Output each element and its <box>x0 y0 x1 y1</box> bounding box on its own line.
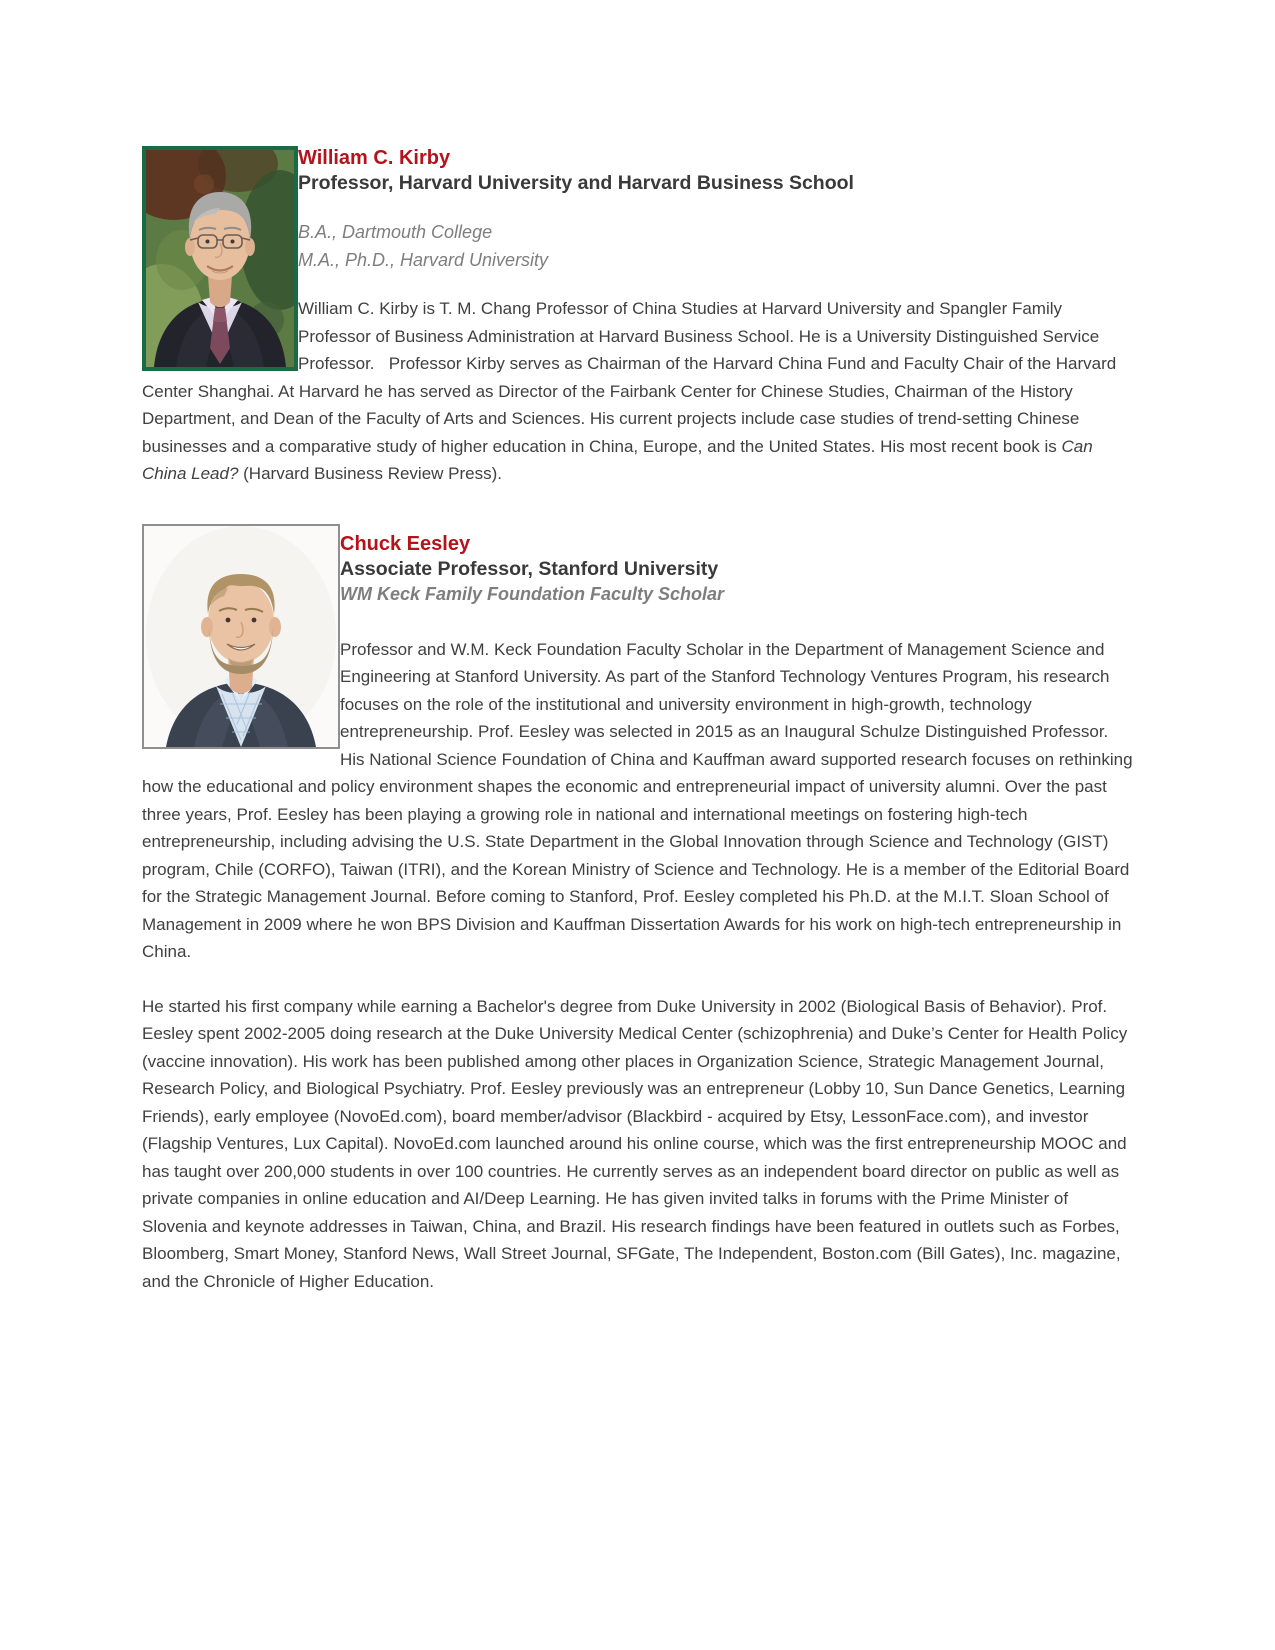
person-title-eesley: Associate Professor, Stanford University <box>340 557 719 580</box>
kirby-portrait-illustration <box>146 150 294 367</box>
person-title-kirby: Professor, Harvard University and Harvard Business School <box>298 172 854 194</box>
bio-text: (Harvard Business Review Press). <box>238 464 502 483</box>
eesley-scholar-title: WM Keck Family Foundation Faculty Scholar <box>340 583 725 604</box>
profile-section-kirby <box>142 146 1135 488</box>
degree-line: B.A., Dartmouth College <box>298 222 493 242</box>
eesley-portrait-photo <box>142 524 340 749</box>
person-name-eesley: Chuck Eesley <box>340 532 471 555</box>
degree-line: M.A., Ph.D., Harvard University <box>298 250 549 270</box>
eesley-portrait-illustration <box>144 526 338 747</box>
eesley-bio-paragraph-1: Professor and W.M. Keck Foundation Faculty Scholar in the Department of Management Science and Engineering at Stanford University. As part of the Stanford Technology Ventures Program, his research focuses on the role of the institutional and university environment in high-growth, technology entrepreneurship. Prof. Eesley was selected in 2015 as an Inaugural Schulze Distinguished Professor. His National Science Foundation of China and Kauffman award supported research focuses on rethinking how the educational and policy environment shapes the economic and entrepreneurial impact of university alumni. Over the past three years, Prof. Eesley has been playing a growing role in national and international meetings on fostering high-tech entrepreneurship, including advising the U.S. State Department in the Global Innovation through Science and Technology (GIST) program, Chile (CORFO), Taiwan (ITRI), and the Korean Ministry of Science and Technology. He is a member of the Editorial Board for the Strategic Management Journal. Before coming to Stanford, Prof. Eesley completed his Ph.D. at the M.I.T. Sloan School of Management in 2009 where he won BPS Division and Kauffman Dissertation Awards for his work on high-tech entrepreneurship in China. <box>142 639 1133 961</box>
book-title: Can China Lead? <box>142 436 1093 483</box>
eesley-bio-paragraph-2: He started his first company while earning a Bachelor's degree from Duke University in 2002 (Biological Basis of Behavior). Prof. Eesley spent 2002-2005 doing research at the Duke University Medical Center (schizophrenia) and Duke’s Center for Health Policy (vaccine innovation). His work has been published among other places in Organization Science, Strategic Management Journal, Research Policy, and Biological Psychiatry. Prof. Eesley previously was an entrepreneur (Lobby 10, Sun Dance Genetics, Learning Friends), early employee (NovoEd.com), board member/advisor (Blackbird - acquired by Etsy, LessonFace.com), and investor (Flagship Ventures, Lux Capital). NovoEd.com launched around his online course, which was the first entrepreneurship MOOC and has taught over 200,000 students in over 100 countries. He currently serves as an independent board director on public as well as private companies in online education and AI/Deep Learning. He has given invited talks in forums with the Prime Minister of Slovenia and keynote addresses in Taiwan, China, and Brazil. His research findings have been featured in outlets such as Forbes, Bloomberg, Smart Money, Stanford News, Wall Street Journal, SFGate, The Independent, Boston.com (Bill Gates), Inc. magazine, and the Chronicle of Higher Education. <box>142 996 1128 1291</box>
profile-section-eesley <box>142 524 1135 1296</box>
person-name-kirby: William C. Kirby <box>298 147 451 169</box>
bio-text: William C. Kirby is T. M. Chang Professor of China Studies at Harvard University and Spangler Family Professor of Business Administration at Harvard Business School. He is a University Distinguished Service Professor. Professor Kirby serves as Chairman of the Harvard China Fund and Faculty Chair of the Harvard Center Shanghai. At Harvard he has served as Director of the Fairbank Center for Chinese Studies, Chairman of the History Department, and Dean of the Faculty of Arts and Sciences. His current projects include case studies of trend-setting Chinese businesses and a comparative study of higher education in China, Europe, and the United States. His most recent book is <box>142 299 1117 456</box>
kirby-portrait-photo <box>142 146 298 371</box>
